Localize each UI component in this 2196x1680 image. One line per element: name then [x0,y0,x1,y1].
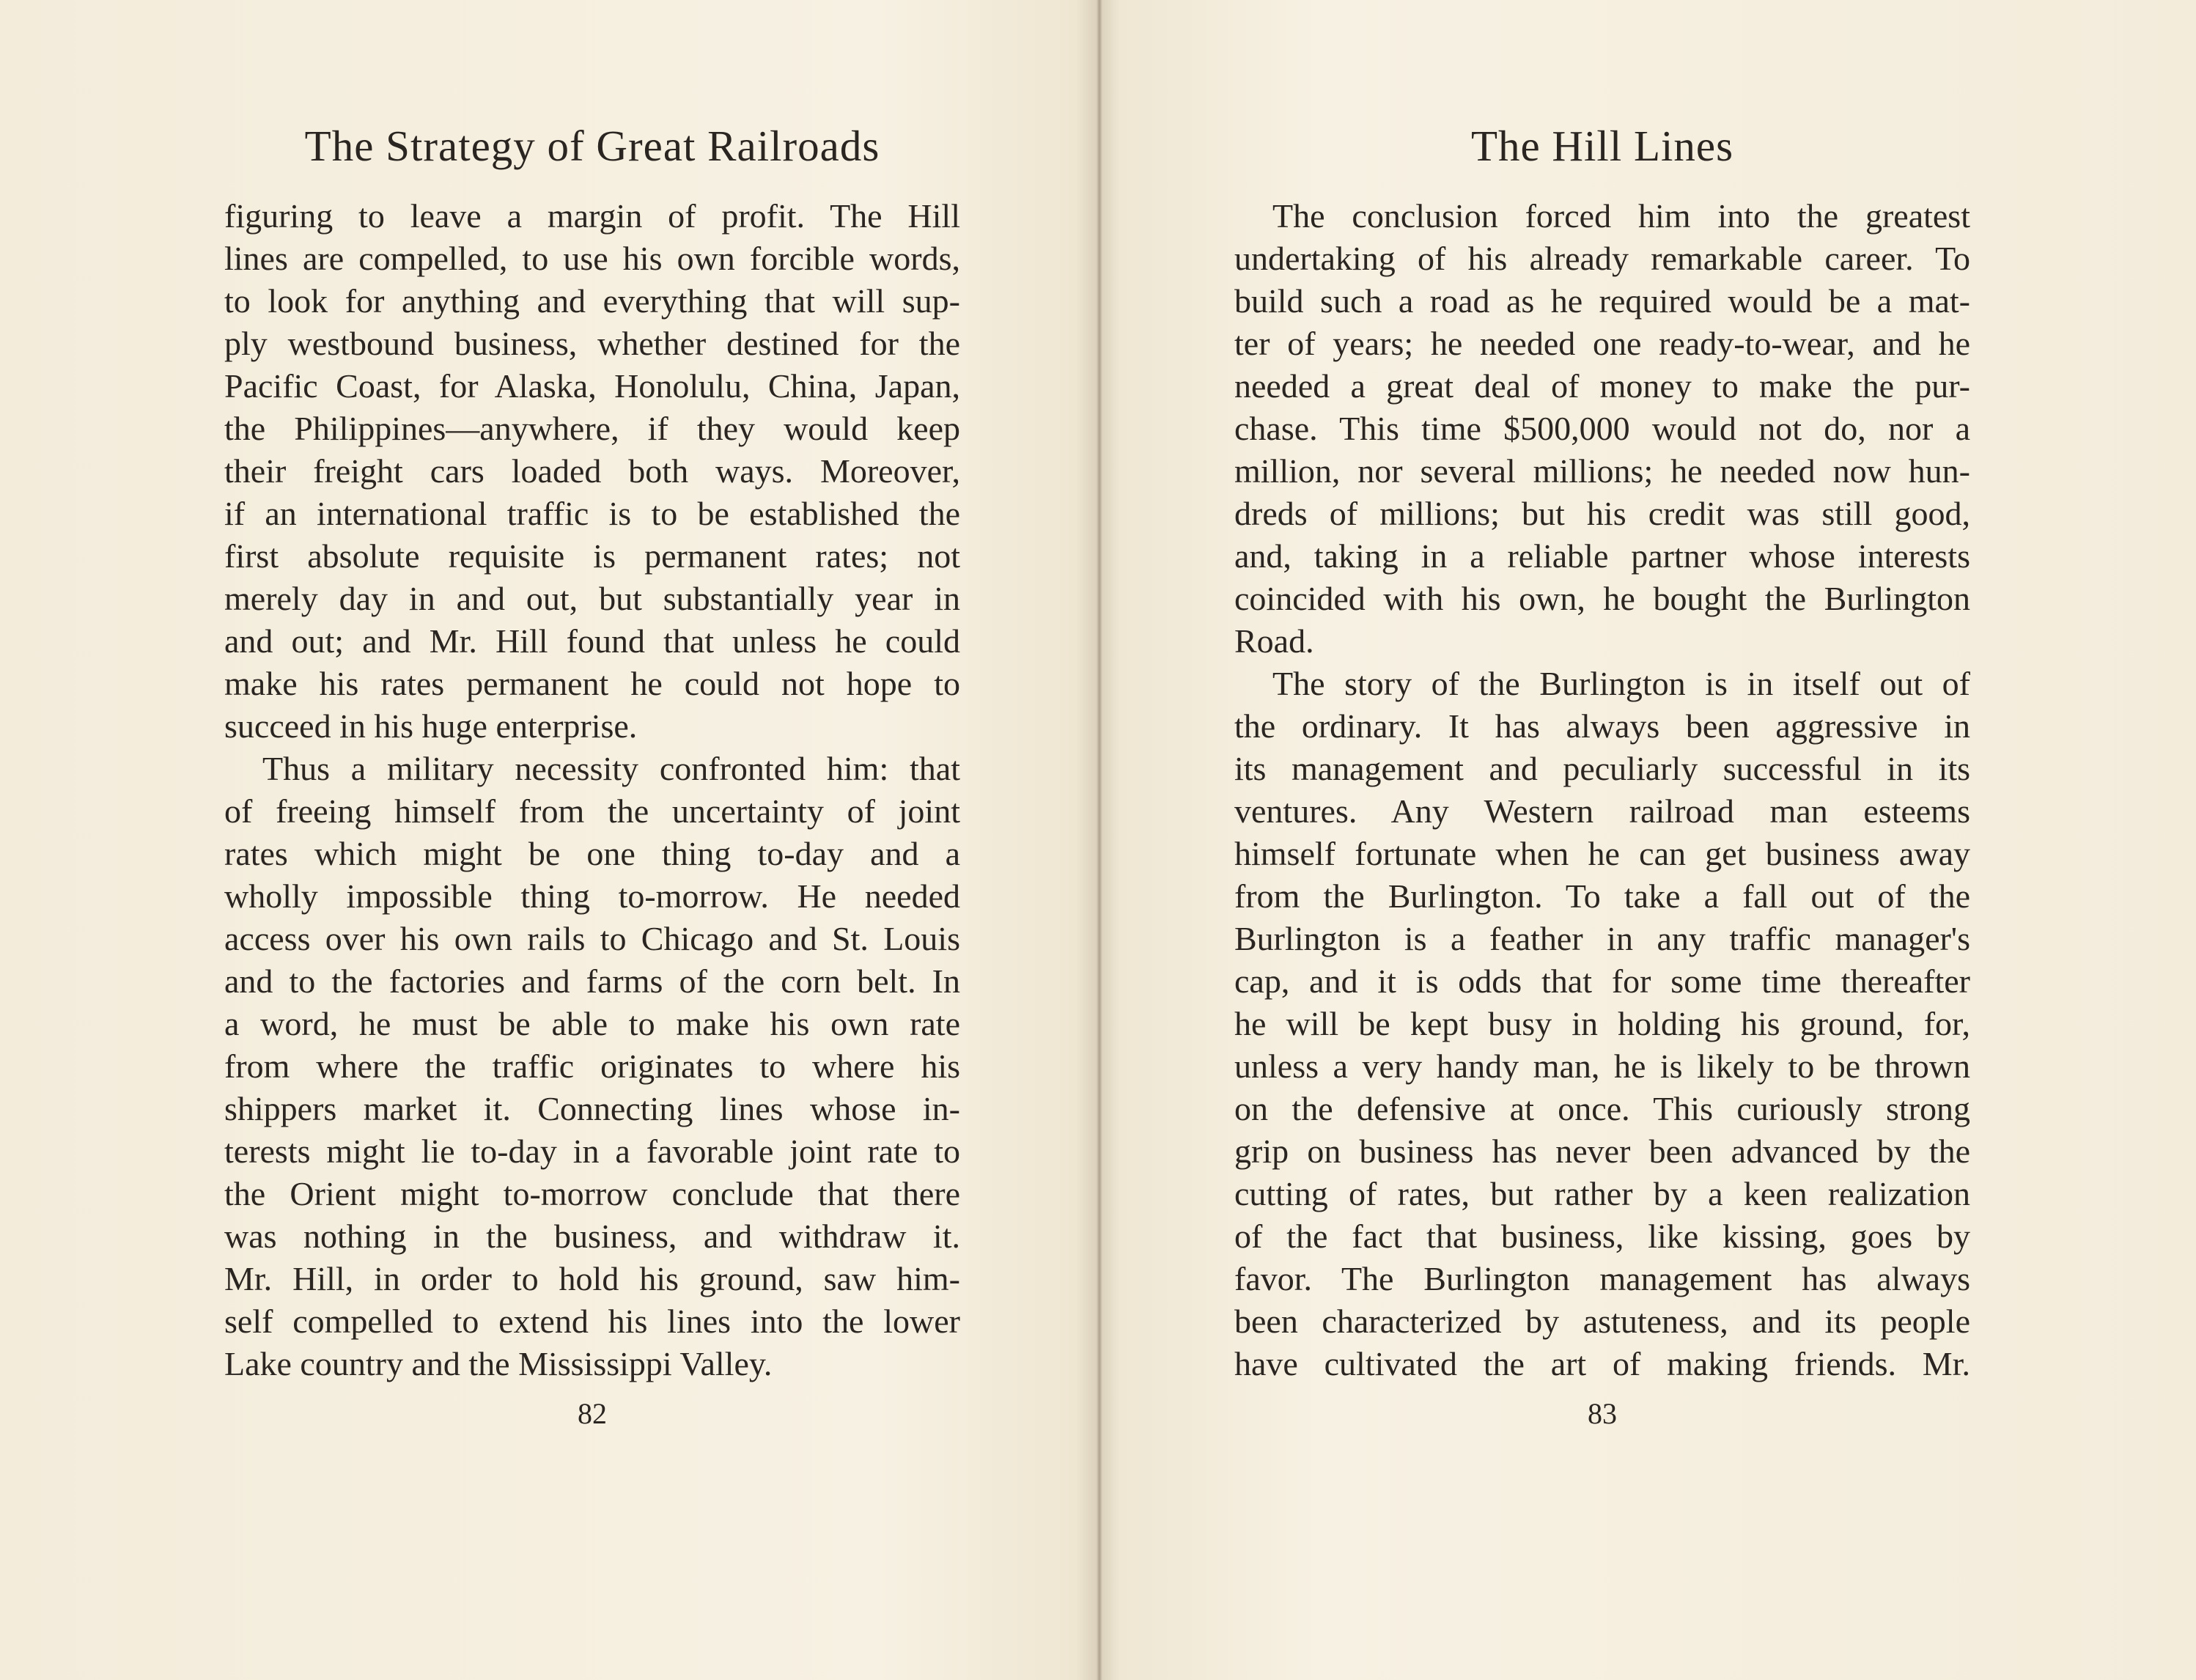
text-line: on the defensive at once. This curiously strong [1234,1090,1970,1127]
right-page-number: 83 [1588,1397,1617,1430]
right-page [1234,0,1970,1680]
text-line: grip on business has never been advanced by the [1234,1132,1970,1170]
text-line: wholly impossible thing to-morrow. He needed [224,877,960,915]
left-page [224,0,960,1680]
text-line: lines are compelled, to use his own forcible words, [224,240,960,277]
text-line: the Orient might to-morrow conclude that there [224,1175,960,1212]
text-line: and to the factories and farms of the corn belt. In [224,962,960,1000]
text-line: Lake country and the Mississippi Valley. [224,1345,773,1382]
text-line: their freight cars loaded both ways. Moreover, [224,452,960,490]
book-gutter [1097,0,1102,1680]
text-line: The story of the Burlington is in itself out of [1272,665,1970,702]
text-line: if an international traffic is to be established the [224,495,960,532]
text-line: ply westbound business, whether destined for the [224,325,960,362]
text-line: of the fact that business, like kissing, goes by [1234,1217,1970,1255]
text-line: self compelled to extend his lines into the lower [224,1303,960,1340]
left-running-head: The Strategy of Great Railroads [304,122,880,170]
left-page-number: 82 [578,1397,607,1430]
text-line: Pacific Coast, for Alaska, Honolulu, China, Japan, [224,367,960,405]
text-line: favor. The Burlington management has always [1234,1260,1970,1297]
text-line: its management and peculiarly successful in its [1234,750,1970,787]
text-line: of freeing himself from the uncertainty of joint [224,792,960,830]
text-line: make his rates permanent he could not hope to [224,665,960,702]
text-line: access over his own rails to Chicago and St. Louis [224,920,960,957]
text-line: was nothing in the business, and withdraw it. [224,1217,960,1255]
text-line: from the Burlington. To take a fall out of the [1234,877,1970,915]
right-running-head: The Hill Lines [1470,122,1734,170]
text-line: Thus a military necessity confronted him: that [262,750,960,787]
text-line: Mr. Hill, in order to hold his ground, saw him- [224,1260,960,1297]
left-page-text [224,195,960,1385]
text-line: needed a great deal of money to make the pur- [1234,367,1970,405]
text-line: been characterized by astuteness, and its people [1234,1303,1970,1340]
text-line: the ordinary. It has always been aggressive in [1234,707,1970,745]
text-line: succeed in his huge enterprise. [224,707,638,745]
text-line: chase. This time $500,000 would not do, nor a [1234,410,1970,447]
text-line: have cultivated the art of making friends. Mr. [1234,1345,1970,1382]
text-line: from where the traffic originates to where his [224,1047,960,1085]
right-page-text [1234,195,1970,1385]
text-line: build such a road as he required would be a mat- [1234,282,1970,320]
text-line: ter of years; he needed one ready-to-wear, and he [1234,325,1970,362]
text-line: Road. [1234,622,1314,660]
text-line: dreds of millions; but his credit was still good, [1234,495,1970,532]
text-line: million, nor several millions; he needed now hun- [1234,452,1970,490]
text-line: to look for anything and everything that will sup- [224,282,960,320]
text-line: ventures. Any Western railroad man esteems [1234,792,1970,830]
text-line: terests might lie to-day in a favorable joint rate to [224,1132,960,1170]
text-line: figuring to leave a margin of profit. The Hill [224,197,960,235]
text-line: first absolute requisite is permanent rates; not [224,537,960,575]
text-line: The conclusion forced him into the greatest [1272,197,1970,235]
text-line: Burlington is a feather in any traffic manager's [1234,920,1970,957]
text-line: unless a very handy man, he is likely to be thrown [1234,1047,1970,1085]
text-line: merely day in and out, but substantially year in [224,580,960,617]
text-line: undertaking of his already remarkable career. To [1234,240,1970,277]
text-line: coincided with his own, he bought the Burlington [1234,580,1970,617]
text-line: cutting of rates, but rather by a keen realization [1234,1175,1970,1212]
text-line: himself fortunate when he can get business away [1234,835,1970,872]
text-line: shippers market it. Connecting lines whose in- [224,1090,960,1127]
text-line: rates which might be one thing to-day and a [224,835,960,872]
text-line: and out; and Mr. Hill found that unless he could [224,622,960,660]
text-line: he will be kept busy in holding his ground, for, [1234,1005,1970,1042]
text-line: cap, and it is odds that for some time thereafter [1234,962,1970,1000]
text-line: and, taking in a reliable partner whose interests [1234,537,1970,575]
text-line: the Philippines—anywhere, if they would keep [224,410,960,447]
text-line: a word, he must be able to make his own rate [224,1005,960,1042]
